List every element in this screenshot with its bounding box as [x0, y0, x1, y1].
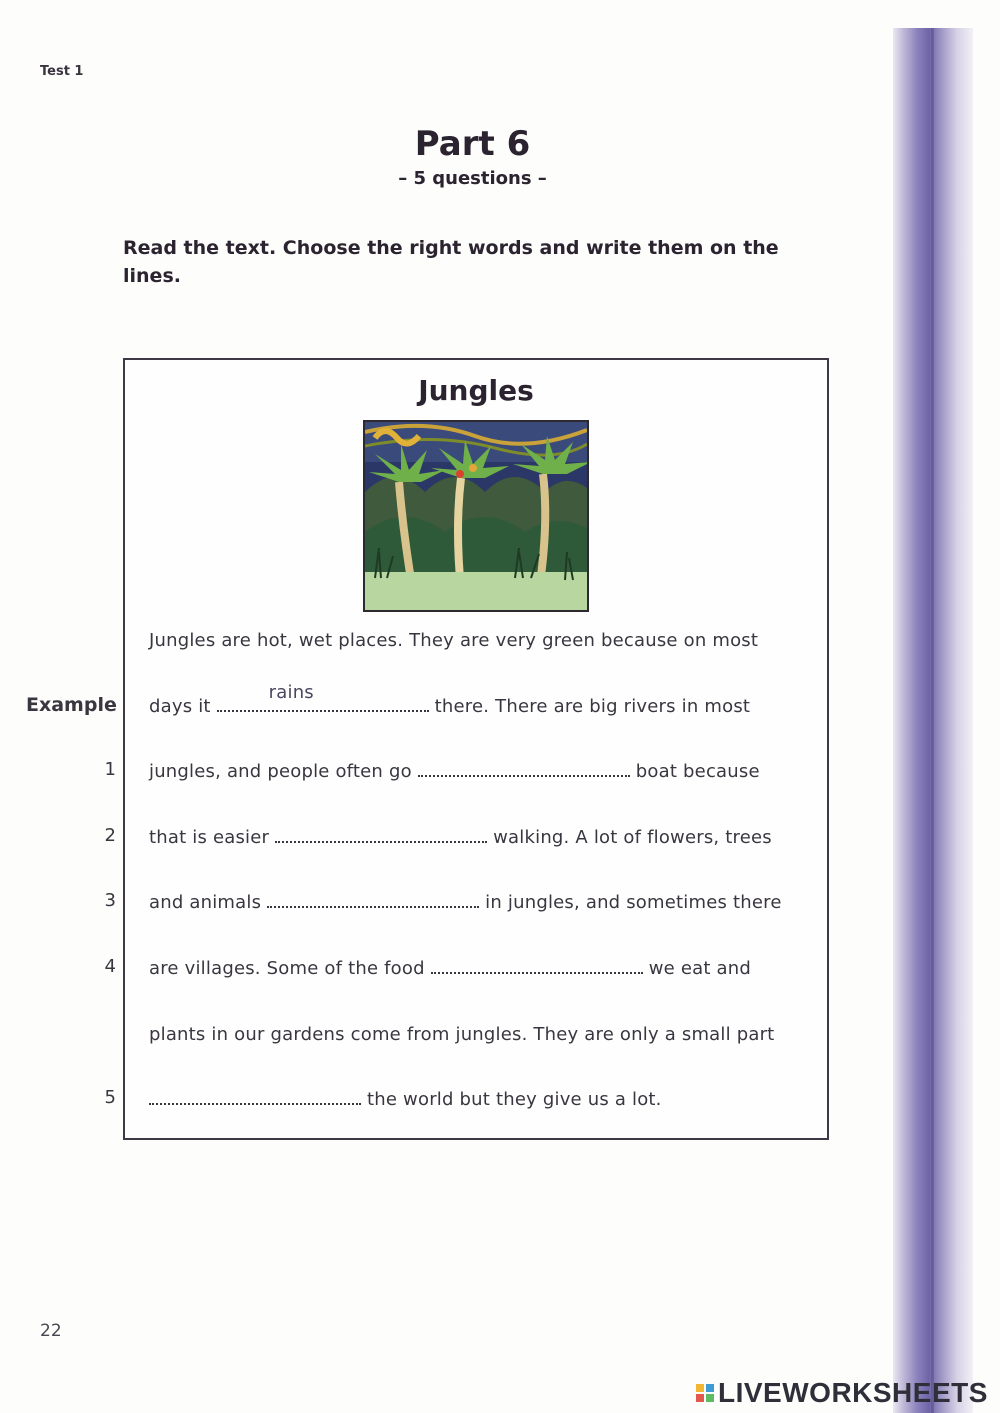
passage-text: we eat and: [648, 958, 751, 979]
answer-blank[interactable]: [149, 1089, 361, 1105]
passage-line: [149, 1089, 662, 1110]
question-number: 3: [104, 890, 116, 911]
part-title: Part 6: [414, 124, 531, 164]
passage-text: and animals: [149, 892, 262, 913]
passage-text: in jungles, and sometimes there: [485, 892, 782, 913]
watermark-text: LIVEWORKSHEETS: [718, 1377, 988, 1408]
passage-text: Jungles are hot, wet places. They are very green because on most: [149, 630, 759, 651]
answer-text: rains: [268, 682, 314, 703]
passage-text: plants in our gardens come from jungles. They are only a small part: [149, 1024, 775, 1045]
page-number: 22: [40, 1321, 62, 1341]
example-label: Example: [26, 694, 117, 716]
question-number: 4: [104, 956, 116, 977]
passage-line: [149, 761, 760, 782]
example-answer-blank: [217, 682, 429, 712]
jungle-illustration: [363, 420, 589, 612]
answer-blank[interactable]: [418, 761, 630, 777]
passage-text: days it: [149, 696, 211, 717]
answer-blank[interactable]: [431, 958, 643, 974]
answer-blank[interactable]: [275, 827, 487, 843]
passage-text: jungles, and people often go: [149, 761, 412, 782]
passage-text: the world but they give us a lot.: [367, 1089, 662, 1110]
answer-blank[interactable]: [267, 892, 479, 908]
passage-line: [149, 682, 751, 717]
passage-title: Jungles: [418, 374, 534, 407]
question-number: 5: [104, 1087, 116, 1108]
liveworksheets-logo-icon: [696, 1384, 714, 1402]
liveworksheets-watermark: [696, 1378, 988, 1408]
passage-box: [123, 358, 829, 1140]
question-number: 2: [104, 825, 116, 846]
passage-text: are villages. Some of the food: [149, 958, 425, 979]
passage-text: that is easier: [149, 827, 270, 848]
question-number: 1: [104, 759, 116, 780]
passage-line: [149, 827, 772, 848]
test-label: Test 1: [40, 64, 84, 79]
passage-line: [149, 958, 751, 979]
passage-text: there. There are big rivers in most: [434, 696, 751, 717]
passage-line: [149, 630, 758, 651]
passage-line: [149, 1024, 774, 1045]
passage-text: boat because: [635, 761, 760, 782]
book-binding-edge: [893, 28, 973, 1413]
instructions: Read the text. Choose the right words and write them on the lines.: [123, 237, 779, 287]
passage-line: [149, 892, 782, 913]
passage-text: walking. A lot of flowers, trees: [493, 827, 772, 848]
part-subtitle: – 5 questions –: [398, 168, 547, 189]
